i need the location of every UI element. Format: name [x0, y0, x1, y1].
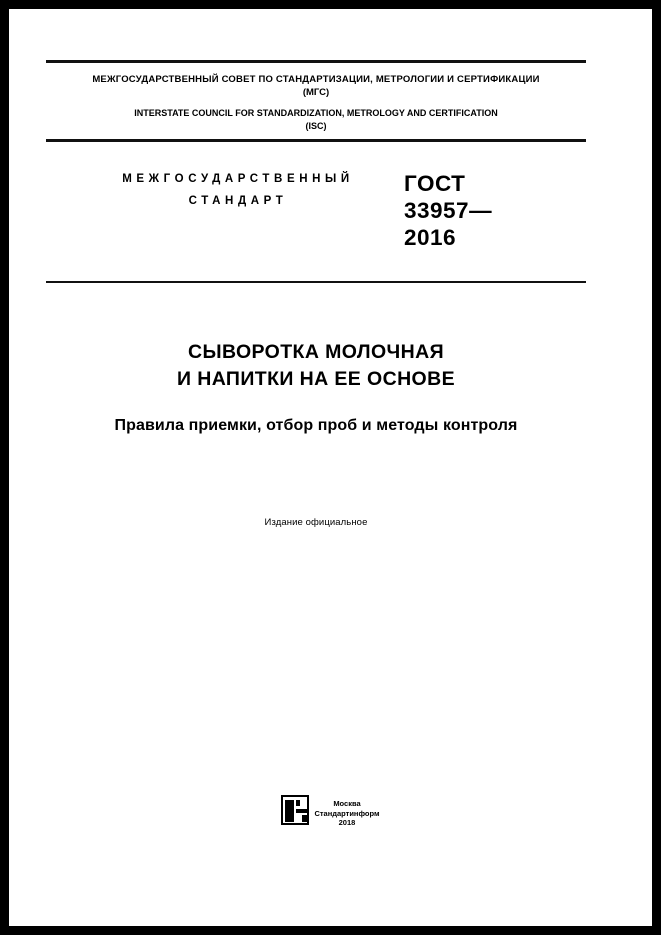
standard-designation-row	[46, 142, 586, 281]
standard-code: ГОСТ	[404, 171, 466, 196]
bottom-rule	[46, 281, 586, 283]
standard-label	[48, 168, 378, 212]
standartinform-logo-icon	[281, 795, 309, 825]
standard-label-line1: МЕЖГОСУДАРСТВЕННЫЙ	[122, 173, 354, 185]
council-heading	[46, 63, 586, 139]
publisher-text	[314, 795, 379, 828]
page-subtitle: Правила приемки, отбор проб и методы контроля	[114, 417, 518, 434]
standard-number	[404, 168, 584, 251]
council-en-line1: INTERSTATE COUNCIL FOR STANDARDIZATION, METROLOGY AND CERTIFICATION	[134, 108, 498, 118]
page-title-line2: И НАПИТКИ НА ЕЕ ОСНОВЕ	[176, 368, 456, 390]
standard-label-line2: СТАНДАРТ	[188, 195, 288, 207]
council-ru-line2: (МГС)	[302, 87, 330, 98]
title-block	[46, 339, 586, 437]
standard-year: 2016	[404, 225, 457, 250]
standard-number-value: 33957—	[404, 198, 493, 223]
publisher-block	[0, 795, 661, 828]
page-title-line1: СЫВОРОТКА МОЛОЧНАЯ	[187, 341, 445, 363]
cover-content	[46, 60, 586, 528]
publisher-year: 2018	[338, 818, 356, 827]
council-ru-line1: МЕЖГОСУДАРСТВЕННЫЙ СОВЕТ ПО СТАНДАРТИЗАЦИИ, МЕТРОЛОГИИ И СЕРТИФИКАЦИИ	[92, 74, 540, 85]
edition-note: Издание официальное	[264, 517, 368, 528]
publisher-name: Стандартинформ	[314, 808, 380, 818]
council-en-line2: (ISC)	[305, 121, 327, 131]
publisher-city: Москва	[333, 799, 361, 808]
